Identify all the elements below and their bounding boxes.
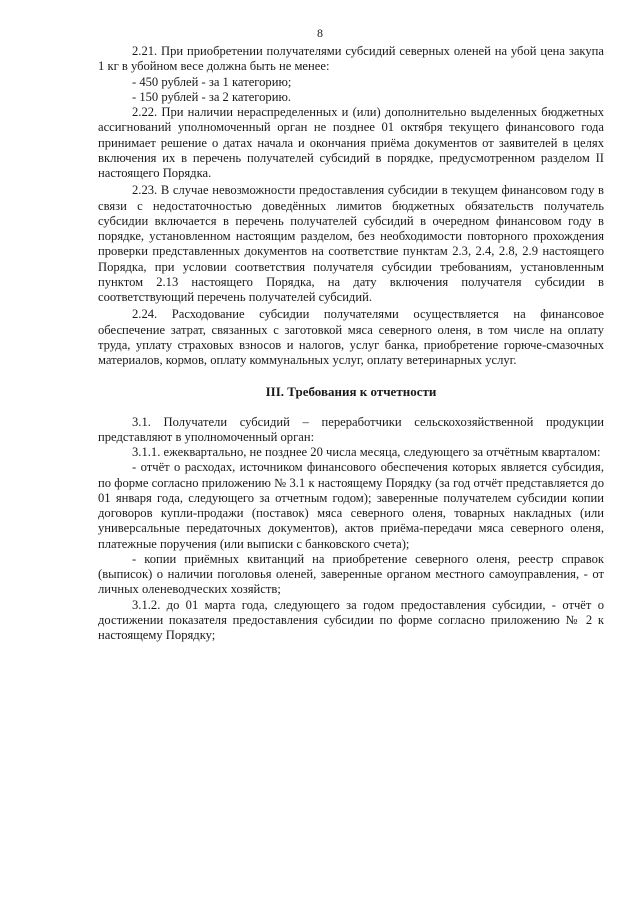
paragraph-3-1-1-receipts: - копии приёмных квитанций на приобретение северного оленя, реестр справок (выписок) о наличии поголовья оленей, заверенные органом местного самоуправления, - от личных оленеводческих хозяйств;	[98, 551, 604, 597]
paragraph-2-22: 2.22. При наличии нераспределенных и (или) дополнительно выделенных бюджетных ассигнований уполномоченный орган не позднее 01 октября текущего финансового года принимает решение о датах начала и окончания приёма документов от заявителей в целях включения их в перечень получателей субсидий в порядке, предусмотренном разделом II настоящего Порядка.	[98, 105, 604, 180]
paragraph-3-1-1: 3.1.1. ежеквартально, не позднее 20 числа месяца, следующего за отчётным кварталом:	[132, 445, 601, 459]
list-item-category-1: - 450 рублей - за 1 категорию;	[132, 74, 292, 89]
list-item-category-2: - 150 рублей - за 2 категорию.	[132, 89, 292, 104]
document-body	[98, 44, 604, 643]
paragraph-2-24: 2.24. Расходование субсидии получателями осуществляется на финансовое обеспечение затрат, связанных с заготовкой мяса северного оленя, в том числе на оплату труда, уплату страховых взносов и налогов, услуг банка, приобретение горюче-смазочных материалов, кормов, оплату коммунальных услуг, оплату ветеринарных услуг.	[98, 307, 604, 367]
paragraph-3-1-1-report: - отчёт о расходах, источником финансового обеспечения которых является субсидия, по форме согласно приложению № 3.1 к настоящему Порядку (за год отчёт представляется до 01 января года, следующего за отчетным годом); заверенные получателем субсидии копии договоров купли-продажи (поставок) мяса северного оленя, товарных накладных (или универсальные передаточных документов), актов приёма-передачи мяса северного оленя, платежные поручения (или выписки с банковского счета);	[98, 460, 604, 551]
paragraph-3-1-2: 3.1.2. до 01 марта года, следующего за годом предоставления субсидии, - отчёт о достижении показателя предоставления субсидии по форме согласно приложению № 2 к настоящему Порядку;	[98, 597, 604, 642]
section-title: III. Требования к отчетности	[265, 384, 437, 400]
paragraph-2-21: 2.21. При приобретении получателями субсидий северных оленей на убой цена закупа 1 кг в убойном весе должна быть не менее:	[98, 44, 604, 74]
paragraph-3-1: 3.1. Получатели субсидий – переработчики сельскохозяйственной продукции представляют в уполномоченный орган:	[98, 414, 604, 444]
paragraph-2-23: 2.23. В случае невозможности предоставления субсидии в текущем финансовом году в связи с недостаточностью доведённых лимитов бюджетных обязательств получатель субсидии включается в перечень получателей субсидий в очередном финансовом году в порядке, установленном настоящим разделом, без необходимости повторного прохождения проверки представленных документов на соответствие пунктам 2.3, 2.4, 2.8, 2.9 настоящего Порядка, при условии соответствия получателя субсидии требованиям, установленным пунктом 2.13 настоящего Порядка, на дату включения получателя субсидии в соответствующий перечень получателей субсидий.	[98, 183, 604, 304]
page-number: 8	[317, 26, 323, 40]
